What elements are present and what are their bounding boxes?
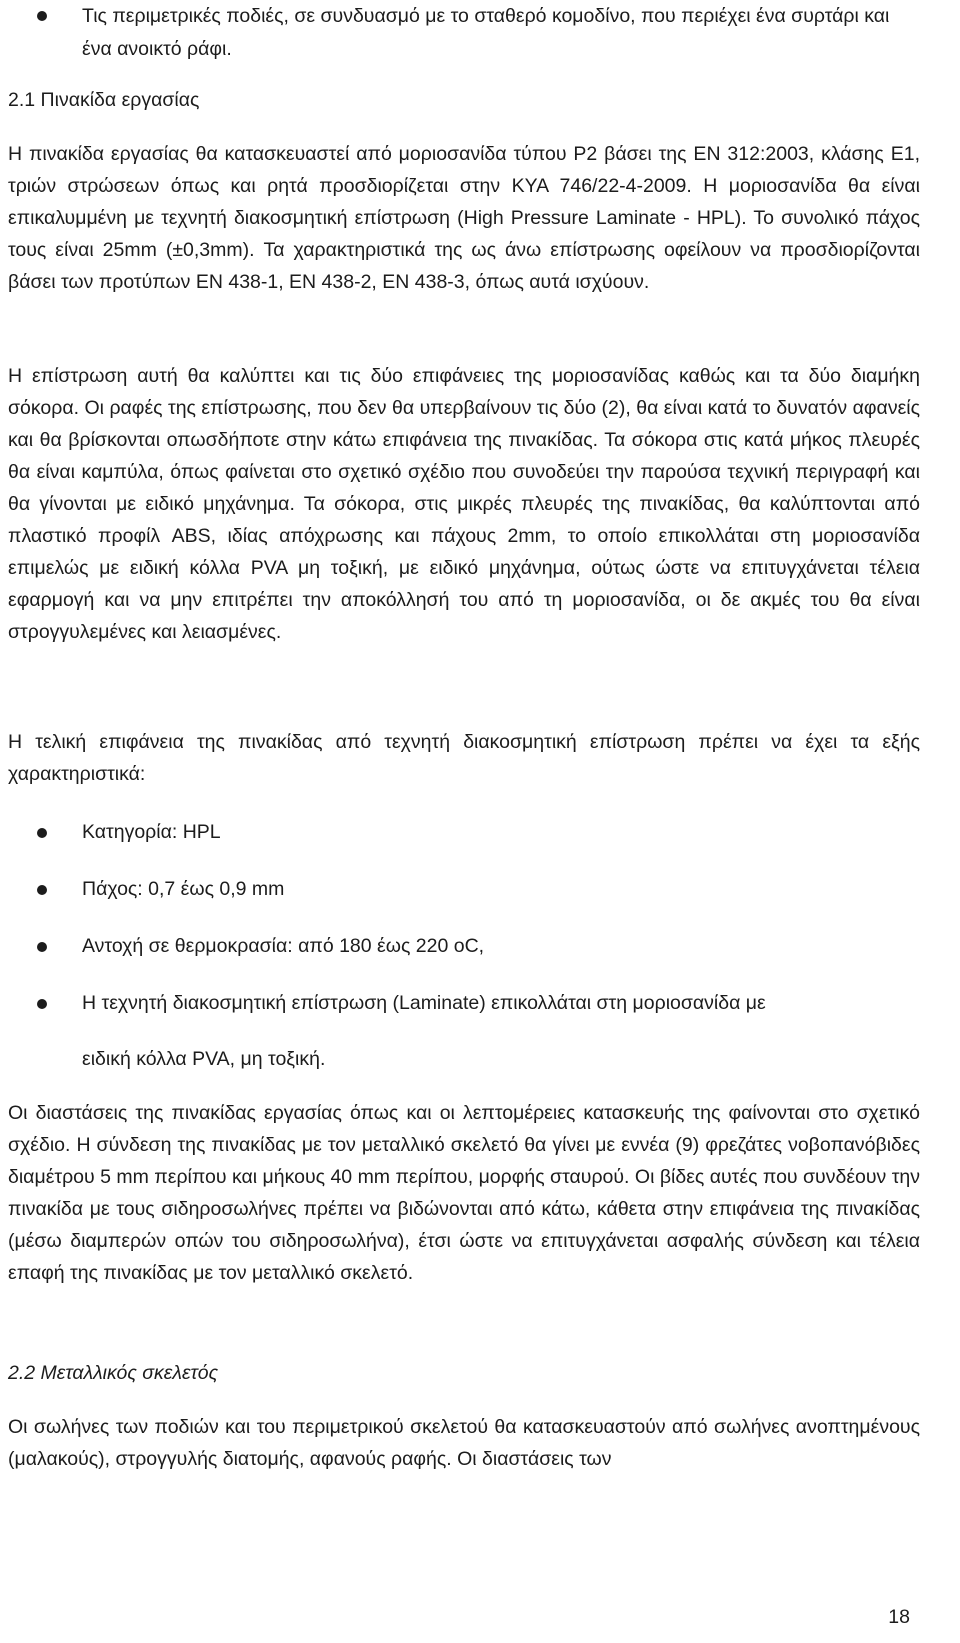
paragraph: Οι σωλήνες των ποδιών και του περιμετρικού σκελετού θα κατασκευαστούν από σωλήνες ανοπτημένους (μαλακούς), στρογγυλής διατομής, αφανούς ραφής. Οι διαστάσεις των <box>8 1416 920 1470</box>
bullet-text: Αντοχή σε θερμοκρασία: από 180 έως 220 οC, <box>82 935 485 957</box>
bullet-text: Η τεχνητή διακοσμητική επίστρωση (Laminate) επικολλάται στη μοριοσανίδα με <box>82 992 766 1014</box>
paragraph: Οι διαστάσεις της πινακίδας εργασίας όπως και οι λεπτομέρειες κατασκευής της φαίνονται στο σχετικό σχέδιο. Η σύνδεση της πινακίδας με τον μεταλλικό σκελετό θα γίνει με εννέα (9) φρεζάτες νοβοπανόβιδες διαμέτρου 5 mm περίπου και μήκους 40 mm περίπου, μορφής σταυρού. Οι βίδες αυτές που συνδέουν την πινακίδα με τους σιδηροσωλήνες πρέπει να βιδώνονται από κάτω, κάθετα στην επιφάνεια της πινακίδας (μέσω διαμπερών οπών του σιδηροσωλήνα), έτσι ώστε να επιτυγχάνεται ασφαλής σύνδεση και τέλεια επαφή της πινακίδας με τον μεταλλικό σκελετό. <box>8 1102 920 1284</box>
bullet-icon <box>37 828 47 838</box>
bullet-text: ειδική κόλλα PVA, μη τοξική. <box>82 1048 326 1070</box>
bullet-text: Πάχος: 0,7 έως 0,9 mm <box>82 878 285 900</box>
page-number: 18 <box>888 1606 910 1628</box>
bullet-icon <box>37 942 47 952</box>
bullet-icon <box>37 885 47 895</box>
bullet-text: Κατηγορία: HPL <box>82 821 221 843</box>
paragraph: Η τελική επιφάνεια της πινακίδας από τεχνητή διακοσμητική επίστρωση πρέπει να έχει τα εξής χαρακτηριστικά: <box>8 731 920 785</box>
section-heading: 2.1 Πινακίδα εργασίας <box>8 89 200 111</box>
bullet-icon <box>37 999 47 1009</box>
paragraph: Η πινακίδα εργασίας θα κατασκευαστεί από μοριοσανίδα τύπου Ρ2 βάσει της EN 312:2003, κλάσης Ε1, τριών στρώσεων όπως και ρητά προσδιορίζεται στην ΚΥΑ 746/22-4-2009. Η μοριοσανίδα θα είναι επικαλυμμένη με τεχνητή διακοσμητική επίστρωση (High Pressure Laminate - HPL). Το συνολικό πάχος τους είναι 25mm (±0,3mm). Τα χαρακτηριστικά της ως άνω επίστρωσης οφείλουν να προσδιορίζονται βάσει των προτύπων ΕΝ 438-1, ΕΝ 438-2, ΕΝ 438-3, όπως αυτά ισχύουν. <box>8 143 920 293</box>
bullet-icon <box>37 11 47 21</box>
section-heading: 2.2 Μεταλλικός σκελετός <box>8 1362 219 1384</box>
paragraph: Η επίστρωση αυτή θα καλύπτει και τις δύο επιφάνειες της μοριοσανίδας καθώς και τα δύο διαμήκη σόκορα. Οι ραφές της επίστρωσης, που δεν θα υπερβαίνουν τις δύο (2), θα είναι κατά το δυνατόν αφανείς και θα βρίσκονται οπωσδήποτε στην κάτω επιφάνεια της πινακίδας. Τα σόκορα στις κατά μήκος πλευρές θα είναι καμπύλα, όπως φαίνεται στο σχετικό σχέδιο που συνοδεύει την παρούσα τεχνική περιγραφή και θα γίνονται με ειδικό μηχάνημα. Τα σόκορα, στις μικρές πλευρές της πινακίδας, θα καλύπτονται από πλαστικό προφίλ ABS, ιδίας απόχρωσης και πάχους 2mm, το οποίο επικολλάται στη μοριοσανίδα επιμελώς με ειδική κόλλα PVA μη τοξική, με ειδικό μηχάνημα, ούτως ώστε να επιτυγχάνεται τέλεια εφαρμογή και να μην επιτρέπει την αποκόλλησή του από τη μοριοσανίδα, οι δε ακμές του θα είναι στρογγυλεμένες και λειασμένες. <box>8 365 920 643</box>
bullet-text: Τις περιμετρικές ποδιές, σε συνδυασμό με το σταθερό κομοδίνο, που περιέχει ένα συρτάρι και ένα ανοικτό ράφι. <box>82 5 890 60</box>
